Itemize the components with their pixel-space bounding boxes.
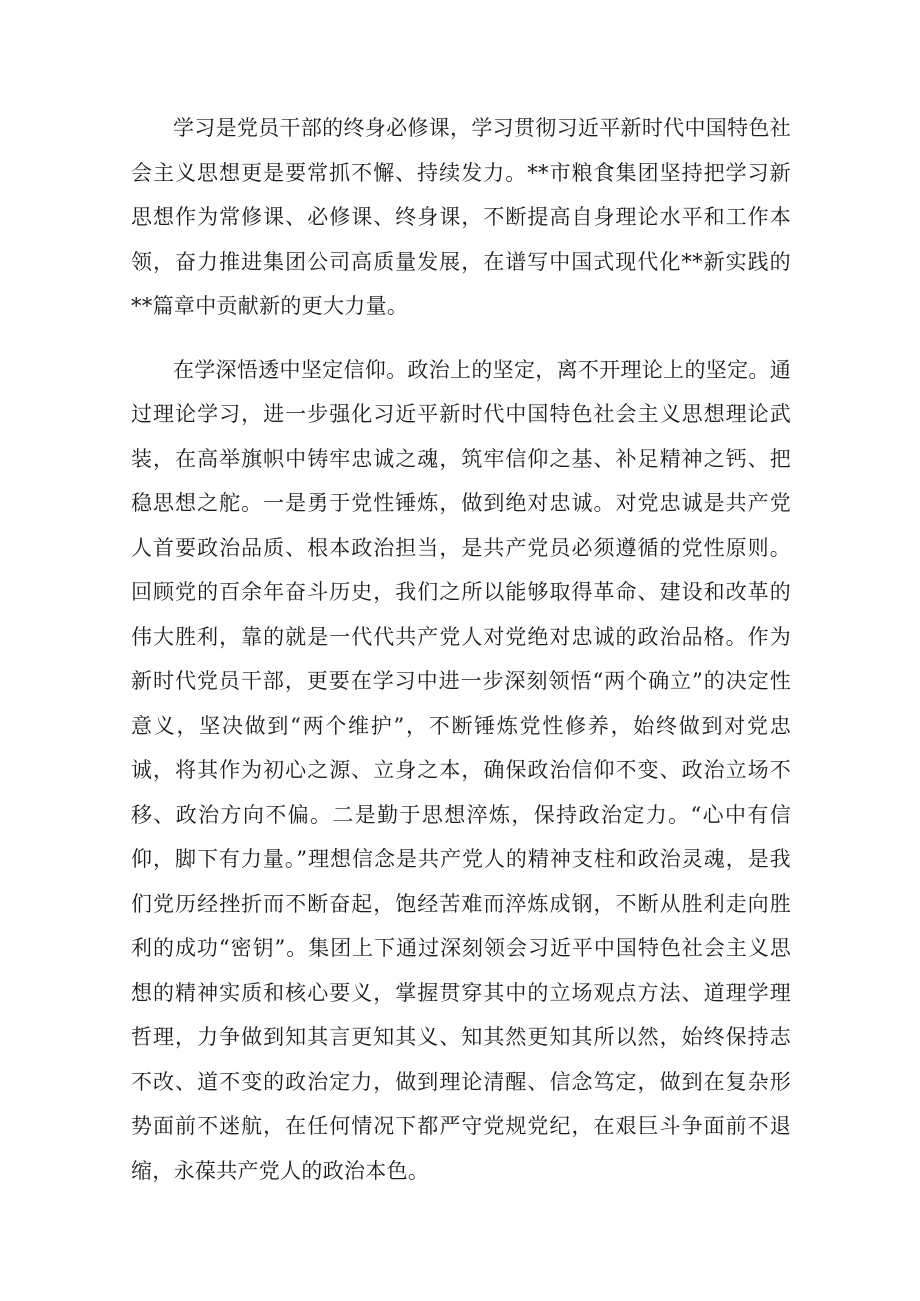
paragraph-faith: 在学深悟透中坚定信仰。政治上的坚定，离不开理论上的坚定。通过理论学习，进一步强化习近平新时代中国特色社会主义思想理论武装，在高举旗帜中铸牢忠诚之魂，筑牢信仰之基、补足精神之钙、把稳思想之舵。一是勇于党性锤炼，做到绝对忠诚。对党忠诚是共产党人首要政治品质、根本政治担当，是共产党员必须遵循的党性原则。回顾党的百余年奋斗历史，我们之所以能够取得革命、建设和改革的伟大胜利，靠的就是一代代共产党人对党绝对忠诚的政治品格。作为新时代党员干部，更要在学习中进一步深刻领悟“两个确立”的决定性意义，坚决做到“两个维护”，不断锤炼党性修养，始终做到对党忠诚，将其作为初心之源、立身之本，确保政治信仰不变、政治立场不移、政治方向不偏。二是勤于思想淬炼，保持政治定力。“心中有信仰，脚下有力量。”理想信念是共产党人的精神支柱和政治灵魂，是我们党历经挫折而不断奋起，饱经苦难而淬炼成钢，不断从胜利走向胜利的成功“密钥”。集团上下通过深刻领会习近平中国特色社会主义思想的精神实质和核心要义，掌握贯穿其中的立场观点方法、道理学理哲理，力争做到知其言更知其义、知其然更知其所以然，始终保持志不改、道不变的政治定力，做到理论清醒、信念笃定，做到在复杂形势面前不迷航，在任何情况下都严守党规党纪，在艰巨斗争面前不退缩，永葆共产党人的政治本色。 (131, 357, 791, 1183)
paragraph-intro: 学习是党员干部的终身必修课，学习贯彻习近平新时代中国特色社会主义思想更是要常抓不懈、持续发力。**市粮食集团坚持把学习新思想作为常修课、必修课、终身课，不断提高自身理论水平和工作本领，奋力推进集团公司高质量发展，在谱写中国式现代化**新实践的**篇章中贡献新的更大力量。 (131, 116, 791, 318)
document-body (131, 106, 791, 1193)
